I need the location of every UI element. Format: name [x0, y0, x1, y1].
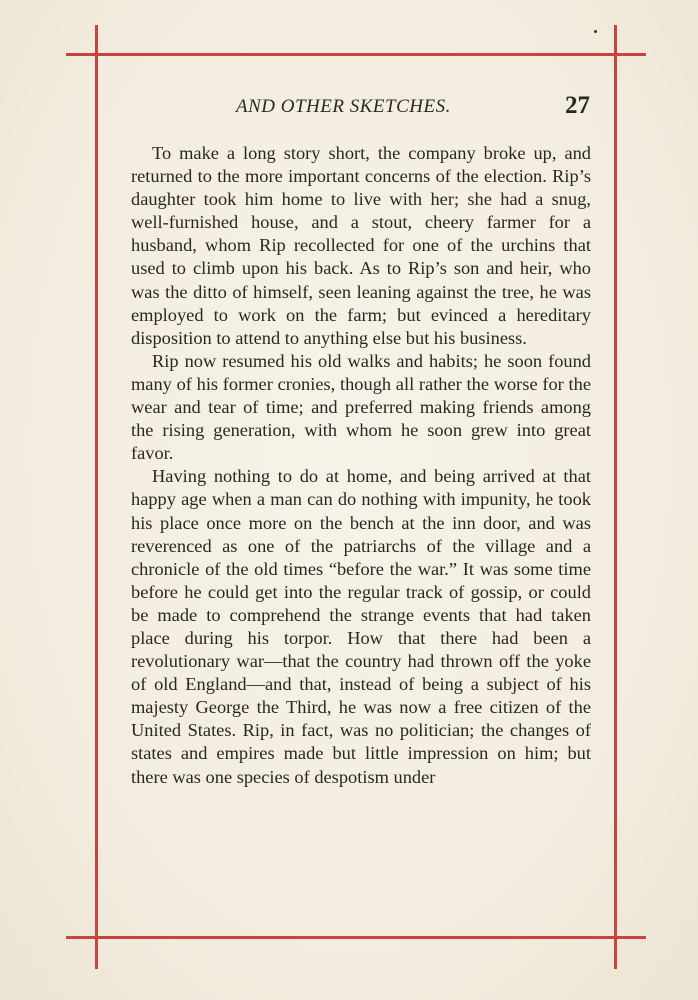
paper-speck [594, 30, 597, 33]
paragraph-3: Having nothing to do at home, and being arrived at that happy age when a man can do nothing with impunity, he took his place once more on the bench at the inn door, and was reverenced as one of the patriarchs of the village and a chronicle of the old times “before the war.” It was some time before he could get into the regular track of gossip, or could be made to comprehend the strange events that had taken place during his torpor. How that there had been a revolutionary war—that the country had thrown off the yoke of old England—and that, instead of being a subject of his majesty George the Third, he was now a free citizen of the United States. Rip, in fact, was no politician; the changes of states and empires made but little impression on him; but there was one species of despotism under [131, 466, 591, 787]
border-top-rule [66, 53, 646, 56]
paragraph-2: Rip now resumed his old walks and habits; he soon found many of his former cronies, though all rather the worse for the wear and tear of time; and preferred making friends among the rising generation, with whom he soon grew into great favor. [131, 350, 591, 464]
running-head: AND OTHER SKETCHES. [236, 96, 451, 117]
border-bottom-rule [66, 936, 646, 939]
border-right-rule [614, 25, 617, 969]
page-number: 27 [565, 92, 590, 119]
paragraph-1: To make a long story short, the company broke up, and returned to the more important concerns of the election. Rip’s daughter took him home to live with her; she had a snug, well-furnished house, and a stout, cheery farmer for a husband, whom Rip recollected for one of the urchins that used to climb upon his back. As to Rip’s son and heir, who was the ditto of himself, seen leaning against the tree, he was employed to work on the farm; but evinced a hereditary disposition to attend to anything else but his business. [131, 143, 591, 348]
border-left-rule [95, 25, 98, 969]
page-header [130, 92, 592, 124]
body-text [131, 142, 591, 789]
